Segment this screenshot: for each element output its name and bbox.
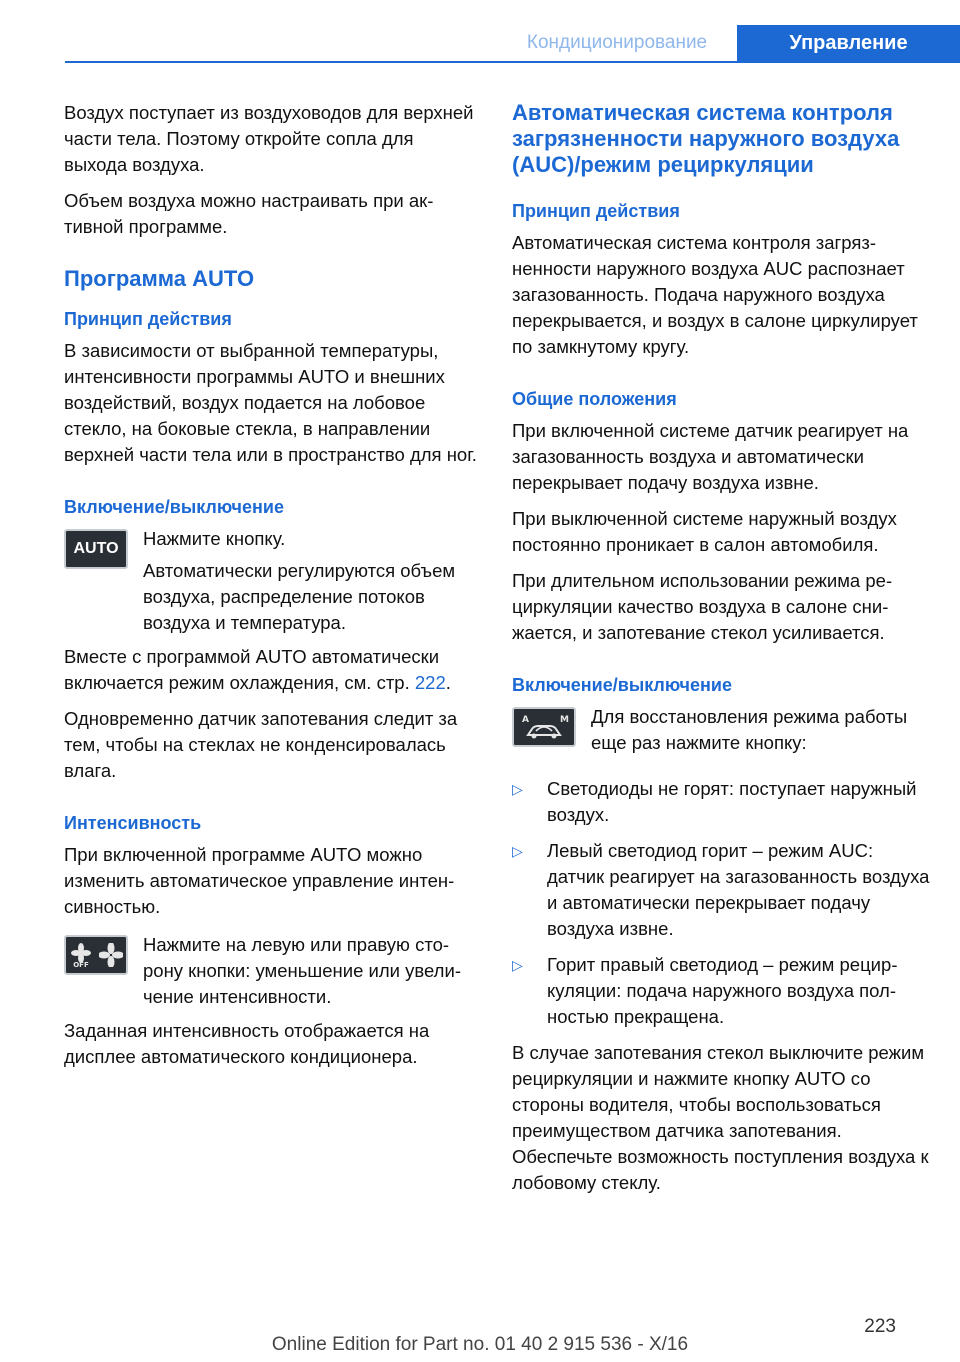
paragraph: При включенной системе датчик реагирует на загазованность воздуха и автоматически перекрывает подачу воздуха извне.	[512, 420, 909, 493]
paragraph: Автоматически регулируются объем воздуха, распределение потоков воздуха и температура.	[143, 560, 456, 633]
paragraph: Для восстановления режима работы еще раз нажмите кнопку:	[591, 706, 908, 753]
list-item: ▷ Горит правый светодиод – режим рециркуляции: подача наружного воздуха полностью прекращена.	[512, 954, 898, 1027]
header-chapter-tab: Управление	[737, 25, 960, 63]
fan-button-block	[64, 932, 479, 1010]
subheading-general: Общие положения	[512, 389, 677, 409]
led-state-list	[512, 776, 930, 1030]
fan-button-icon	[64, 935, 128, 975]
paragraph: В случае запотевания стекол выключите режим рециркуляции и нажмите кнопку AUTO со стороны водителя, чтобы воспользоваться преимуществом датчика запотевания. Обеспечьте возможность поступления воздуха к лобовому стеклу.	[512, 1042, 929, 1193]
recirculation-button-icon	[512, 707, 576, 747]
fan-small-icon	[70, 942, 92, 968]
heading-auc: Автоматическая система контроля загрязненности наружного воздуха (AUC)/режим рециркуляции	[512, 100, 900, 177]
triangle-bullet-icon: ▷	[512, 957, 523, 973]
header-section-title: Кондиционирование	[526, 32, 708, 53]
auto-button-block	[64, 526, 479, 636]
paragraph: Воздух поступает из воздуховодов для верхней части тела. Поэтому откройте сопла для выхода воздуха.	[64, 102, 474, 175]
paragraph: При включенной программе AUTO можно изменить автоматическое управление интенсивностью.	[64, 844, 455, 917]
paragraph: При длительном использовании режима рециркуляции качество воздуха в салоне снижается, и запотевание стекол усиливается.	[512, 570, 893, 643]
subheading-on-off: Включение/выключение	[512, 675, 732, 695]
paragraph: Нажмите кнопку.	[143, 528, 286, 549]
fan-large-icon	[99, 943, 123, 967]
subheading-on-off: Включение/выключение	[64, 497, 284, 517]
paragraph: Объем воздуха можно настраивать при активной программе.	[64, 190, 434, 237]
page-reference-link[interactable]: 222	[414, 672, 446, 693]
page-number: 223	[864, 1316, 896, 1337]
heading-auto-program: Программа AUTO	[64, 266, 255, 291]
auto-button-label: AUTO	[73, 540, 119, 557]
auc-led-label: A	[522, 715, 529, 725]
subheading-principle: Принцип действия	[64, 309, 232, 329]
triangle-bullet-icon: ▷	[512, 843, 523, 859]
fan-off-label: OFF	[72, 961, 89, 968]
triangle-bullet-icon: ▷	[512, 781, 523, 797]
right-column	[512, 100, 930, 1206]
paragraph: В зависимости от выбранной температуры, интенсивности программы AUTO и внешних воздействий, воздух подается на лобовое стекло, на боковые стекла, в направлении верхней части тела или в пространство для ног.	[64, 340, 477, 465]
paragraph: При выключенной системе наружный воздух постоянно проникает в салон автомобиля.	[512, 508, 897, 555]
paragraph: Нажмите на левую или правую сторону кнопки: уменьшение или увеличение интенсивности.	[143, 934, 461, 1007]
footer-edition: Online Edition for Part no. 01 40 2 915 536 - X/16	[271, 1334, 689, 1355]
auto-button-icon	[64, 529, 128, 569]
paragraph: Вместе с программой AUTO автоматически включается режим охлаждения, см. стр. 222.	[64, 646, 451, 693]
paragraph: Заданная интенсивность отображается на дисплее автоматического кондиционера.	[64, 1020, 430, 1067]
subheading-intensity: Интенсивность	[64, 813, 202, 833]
header-rule	[65, 61, 960, 63]
subheading-principle: Принцип действия	[512, 201, 680, 221]
paragraph: Одновременно датчик запотевания следит за тем, чтобы на стеклах не конденсировалась влага.	[64, 708, 458, 781]
recirc-led-label: M	[560, 715, 569, 725]
paragraph: Автоматическая система контроля загрязненности наружного воздуха AUC распознает загазованность. Подача наружного воздуха перекрывается, и воздух в салоне циркулирует по замкнутому кругу.	[512, 232, 918, 357]
list-item: ▷ Левый светодиод горит – режим AUC: датчик реагирует на загазованность воздуха и автоматически перекрывает подачу воздуха извне.	[512, 840, 930, 939]
recirculation-button-block	[512, 704, 930, 756]
list-item: ▷ Светодиоды не горят: поступает наружный воздух.	[512, 778, 917, 825]
left-column	[64, 100, 479, 1080]
car-recirculation-icon	[516, 710, 572, 744]
